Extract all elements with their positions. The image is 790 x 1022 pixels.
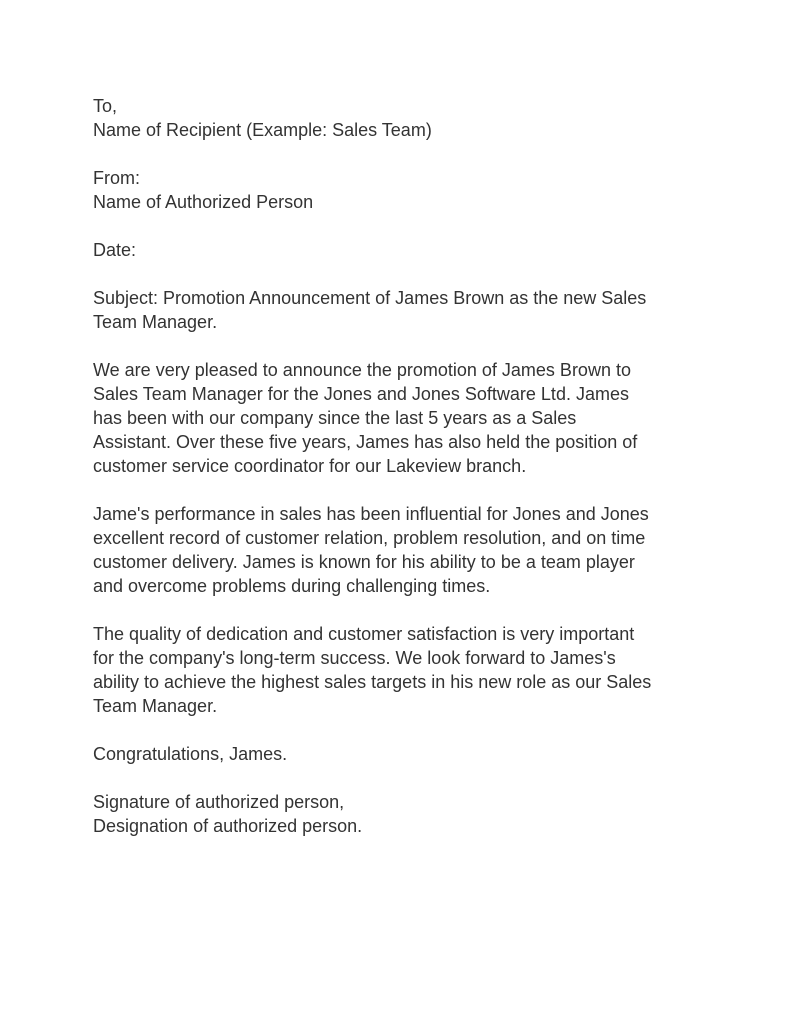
paragraph-line: Team Manager. [93,696,218,716]
paragraph-line: Jame's performance in sales has been influential for Jones and Jones [93,504,649,524]
designation-line: Designation of authorized person. [93,816,363,836]
spacer [93,262,733,286]
subject-line [93,286,733,334]
paragraph-line: and overcome problems during challenging times. [93,576,491,596]
recipient-name: Name of Recipient (Example: Sales Team) [93,120,432,140]
date-block [93,238,733,262]
signature-line: Signature of authorized person, [93,792,345,812]
paragraph-line: customer service coordinator for our Lakeview branch. [93,456,527,476]
body-paragraph-3 [93,622,733,718]
subject-text-line: Subject: Promotion Announcement of James Brown as the new Sales [93,288,647,308]
paragraph-line: Sales Team Manager for the Jones and Jones Software Ltd. James [93,384,629,404]
from-label: From: [93,168,140,188]
paragraph-line: has been with our company since the last 5 years as a Sales [93,408,577,428]
paragraph-line: We are very pleased to announce the promotion of James Brown to [93,360,631,380]
spacer [93,478,733,502]
signature-block [93,790,733,838]
paragraph-line: ability to achieve the highest sales targets in his new role as our Sales [93,672,652,692]
paragraph-line: customer delivery. James is known for his ability to be a team player [93,552,635,572]
body-paragraph-2 [93,502,733,598]
spacer [93,598,733,622]
to-label: To, [93,96,118,116]
subject-text-line: Team Manager. [93,312,218,332]
spacer [93,214,733,238]
paragraph-line: Assistant. Over these five years, James has also held the position of [93,432,638,452]
spacer [93,718,733,742]
spacer [93,766,733,790]
sender-block [93,166,733,214]
paragraph-line: excellent record of customer relation, problem resolution, and on time [93,528,646,548]
letter-document [93,94,733,838]
closing-text: Congratulations, James. [93,744,288,764]
sender-name: Name of Authorized Person [93,192,314,212]
body-paragraph-1 [93,358,733,478]
date-label: Date: [93,240,137,260]
spacer [93,334,733,358]
closing-block [93,742,733,766]
paragraph-line: for the company's long-term success. We look forward to James's [93,648,616,668]
paragraph-line: The quality of dedication and customer satisfaction is very important [93,624,635,644]
recipient-block [93,94,733,142]
spacer [93,142,733,166]
